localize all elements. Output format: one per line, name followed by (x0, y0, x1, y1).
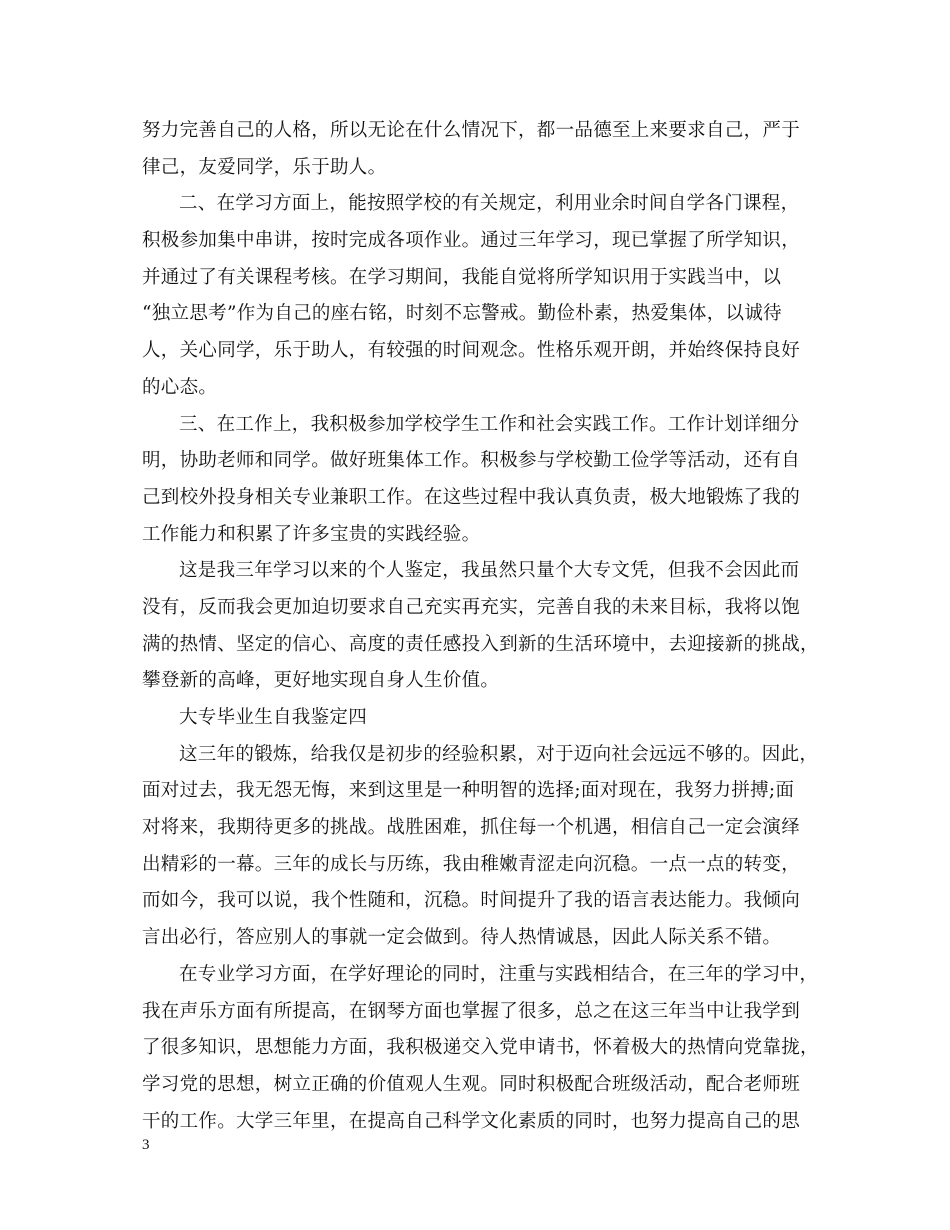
text-line: 的心态。 (142, 376, 218, 398)
text-line: 干的工作。大学三年里，在提高自己科学文化素质的同时，也努力提高自己的思 (142, 1110, 801, 1132)
text-line: 己到校外投身相关专业兼职工作。在这些过程中我认真负责，极大地锻炼了我的 (142, 486, 801, 508)
text-line: 人，关心同学，乐于助人，有较强的时间观念。性格乐观开朗，并始终保持良好 (142, 340, 801, 362)
text-line: 学习党的思想，树立正确的价值观人生观。同时积极配合班级活动，配合老师班 (142, 1073, 801, 1095)
text-line: 言出必行，答应别人的事就一定会做到。待人热情诚恳，因此人际关系不错。 (142, 927, 782, 949)
text-line: 对将来，我期待更多的挑战。战胜困难，抓住每一个机遇，相信自己一定会演绎 (142, 817, 801, 839)
text-line: 大专毕业生自我鉴定四 (179, 707, 368, 728)
text-line: 在专业学习方面，在学好理论的同时，注重与实践相结合，在三年的学习中， (179, 963, 819, 985)
text-line: 而如今，我可以说，我个性随和，沉稳。时间提升了我的语言表达能力。我倾向 (142, 890, 801, 912)
text-line: 出精彩的一幕。三年的成长与历练，我由稚嫩青涩走向沉稳。一点一点的转变， (142, 853, 801, 875)
text-line: 努力完善自己的人格，所以无论在什么情况下，都一品德至上来要求自己，严于 (142, 120, 801, 141)
text-line: 这三年的锻炼，给我仅是初步的经验积累，对于迈向社会远远不够的。因此， (179, 743, 819, 765)
text-line: 了很多知识，思想能力方面，我积极递交入党申请书，怀着极大的热情向党靠拢， (142, 1037, 819, 1059)
text-line: 三、在工作上，我积极参加学校学生工作和社会实践工作。工作计划详细分 (179, 413, 800, 435)
text-line: 并通过了有关课程考核。在学习期间，我能自觉将所学知识用于实践当中，以 (142, 266, 782, 288)
text-line: 满的热情、坚定的信心、高度的责任感投入到新的生活环境中，去迎接新的挑战， (142, 633, 819, 655)
text-line: 这是我三年学习以来的个人鉴定，我虽然只量个大专文凭，但我不会因此而 (179, 560, 800, 582)
text-line: 积极参加集中串讲，按时完成各项作业。通过三年学习，现已掌握了所学知识， (142, 230, 801, 252)
text-line: 我在声乐方面有所提高，在钢琴方面也掌握了很多，总之在这三年当中让我学到 (142, 1000, 801, 1022)
text-line: 工作能力和积累了许多宝贵的实践经验。 (142, 523, 481, 545)
text-line: 面对过去，我无怨无悔，来到这里是一种明智的选择;面对现在，我努力拼搏;面 (142, 780, 795, 802)
text-line: 攀登新的高峰，更好地实现自身人生价值。 (142, 670, 500, 692)
text-line: 律己，友爱同学，乐于助人。 (142, 156, 387, 178)
text-line: “独立思考”作为自己的座右铭，时刻不忘警戒。勤俭朴素，热爱集体，以诚待 (142, 303, 782, 325)
text-line: 二、在学习方面上，能按照学校的有关规定，利用业余时间自学各门课程， (179, 193, 800, 215)
page-number: 3 (142, 1137, 150, 1153)
document-body (142, 113, 819, 1140)
text-line: 明，协助老师和同学。做好班集体工作。积极参与学校勤工俭学等活动，还有自 (142, 450, 801, 472)
text-line: 没有，反而我会更加迫切要求自己充实再充实，完善自我的未来目标，我将以饱 (142, 596, 801, 618)
